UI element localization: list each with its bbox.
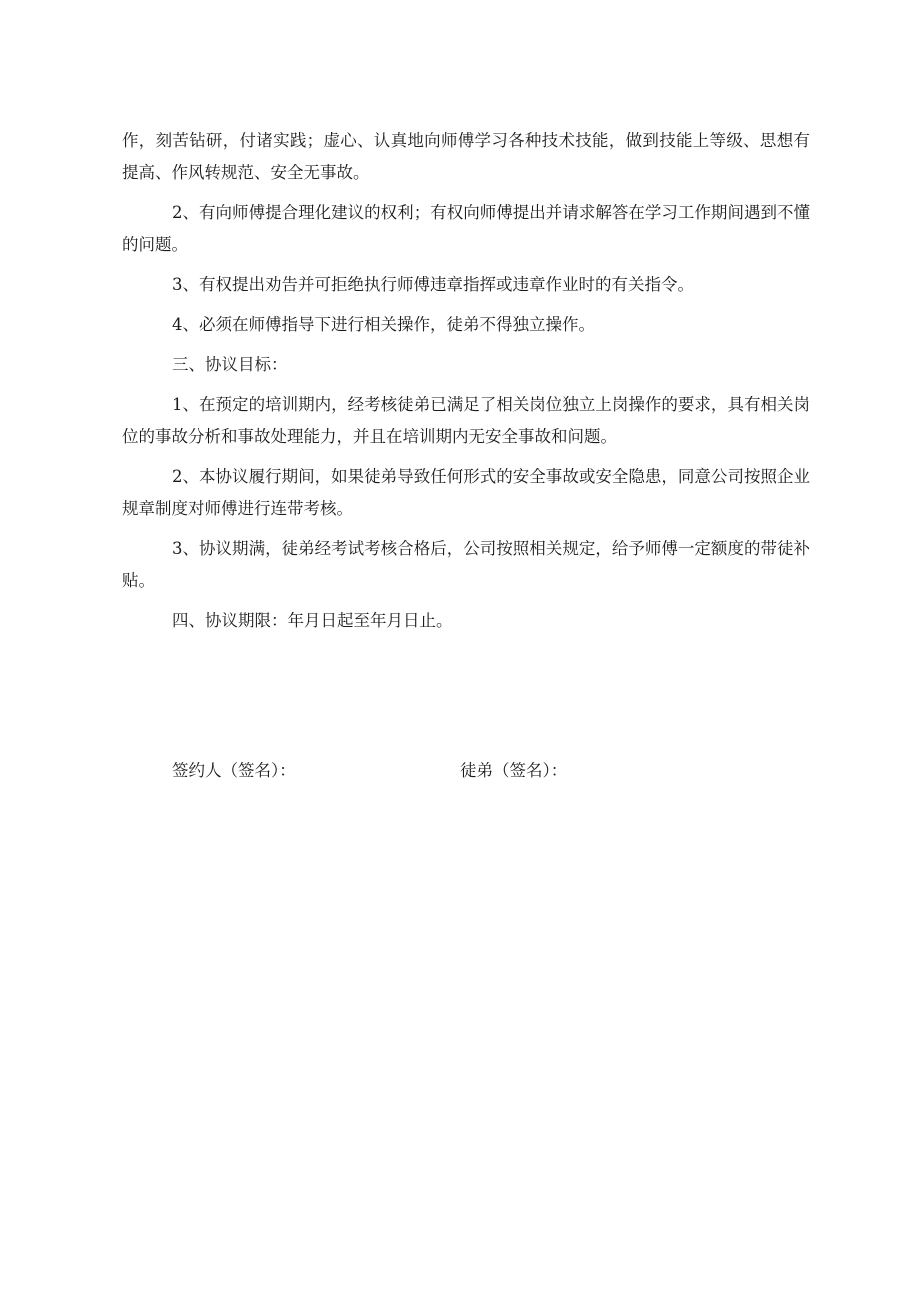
signer-signature-label: 签约人（签名）： (172, 761, 296, 780)
signature-row (0, 755, 920, 787)
paragraph-right-3: 3、有权提出劝告并可拒绝执行师傅违章指挥或违章作业时的有关指令。 (172, 275, 694, 294)
document-body (122, 125, 810, 637)
paragraph-continuation: 作，刻苦钻研，付诸实践；虚心、认真地向师傅学习各种技术技能，做到技能上等级、思想有提高、作风转规范、安全无事故。 (122, 131, 810, 182)
section-heading-goals: 三、协议目标： (172, 355, 288, 374)
paragraph-duty-4: 4、必须在师傅指导下进行相关操作，徒弟不得独立操作。 (172, 315, 595, 334)
paragraph-goal-1: 1、在预定的培训期内，经考核徒弟已满足了相关岗位独立上岗操作的要求，具有相关岗位的事故分析和事故处理能力，并且在培训期内无安全事故和问题。 (122, 395, 810, 446)
paragraph-right-2: 2、有向师傅提合理化建议的权利；有权向师傅提出并请求解答在学习工作期间遇到不懂的问题。 (122, 203, 810, 254)
paragraph-goal-2: 2、本协议履行期间，如果徒弟导致任何形式的安全事故或安全隐患，同意公司按照企业规章制度对师傅进行连带考核。 (122, 467, 810, 518)
apprentice-signature-label: 徒弟（签名）： (460, 761, 568, 780)
section-heading-term: 四、协议期限：年月日起至年月日止。 (172, 611, 453, 630)
paragraph-goal-3: 3、协议期满，徒弟经考试考核合格后，公司按照相关规定，给予师傅一定额度的带徒补贴。 (122, 539, 810, 590)
